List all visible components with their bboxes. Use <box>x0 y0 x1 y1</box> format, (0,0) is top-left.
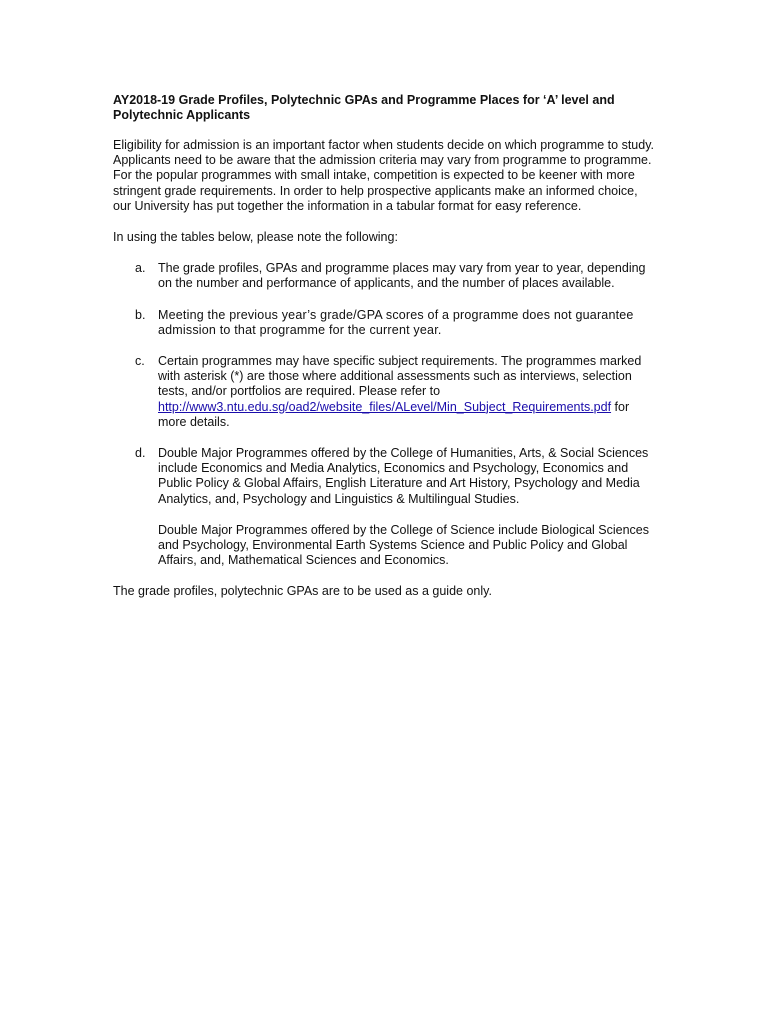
list-item-c <box>113 354 658 430</box>
list-marker: b. <box>135 307 146 322</box>
list-item-text: Double Major Programmes offered by the College of Humanities, Arts, & Social Sciences include Economics and Media Analytics, Economics and Psychology, Economics and Public Policy & Global Affairs, English Literature and Art History, Psychology and Media Analytics, and, Psychology and Linguistics & Multilingual Studies. <box>158 446 649 506</box>
min-subject-requirements-link[interactable]: http://www3.ntu.edu.sg/oad2/website_files/ALevel/Min_Subject_Requirements.pdf <box>158 399 612 414</box>
document-title: AY2018-19 Grade Profiles, Polytechnic GPAs and Programme Places for ‘A’ level and Polytechnic Applicants <box>113 93 615 122</box>
list-item-text: The grade profiles, GPAs and programme places may vary from year to year, depending on the number and performance of applicants, and the number of places available. <box>158 261 646 291</box>
list-marker: d. <box>135 446 146 461</box>
document-content <box>113 93 658 616</box>
list-marker: c. <box>135 354 145 369</box>
list-marker: a. <box>135 261 146 276</box>
list-item-d <box>113 446 658 568</box>
intro-paragraph: Eligibility for admission is an important factor when students decide on which programme to study. Applicants need to be aware that the admission criteria may vary from programme to programme. For the popular programmes with small intake, competition is expected to be keener with more stringent grade requirements. In order to help prospective applicants make an informed choice, our University has put together the information in a tabular format for easy reference. <box>113 138 654 213</box>
list-item-text-second-paragraph: Double Major Programmes offered by the College of Science include Biological Sciences and Psychology, Environmental Earth Systems Science and Public Policy and Global Affairs, and, Mathematical Sciences and Economics. <box>158 522 650 568</box>
list-item-b <box>113 308 658 338</box>
closing-paragraph: The grade profiles, polytechnic GPAs are to be used as a guide only. <box>113 584 492 599</box>
list-item-text-before-link: Certain programmes may have specific subject requirements. The programmes marked with asterisk (*) are those where additional assessments such as interviews, selection tests, and/or portfolios are required. Please refer to <box>158 354 642 399</box>
list-item-a <box>113 261 658 291</box>
list-item-text: Meeting the previous year’s grade/GPA scores of a programme does not guarantee admission to that programme for the current year. <box>158 307 634 337</box>
notes-list <box>113 261 658 568</box>
lead-in-paragraph: In using the tables below, please note the following: <box>113 230 398 245</box>
list-item-text-after-link: for more details. <box>158 399 630 429</box>
list-item-text <box>158 354 658 430</box>
